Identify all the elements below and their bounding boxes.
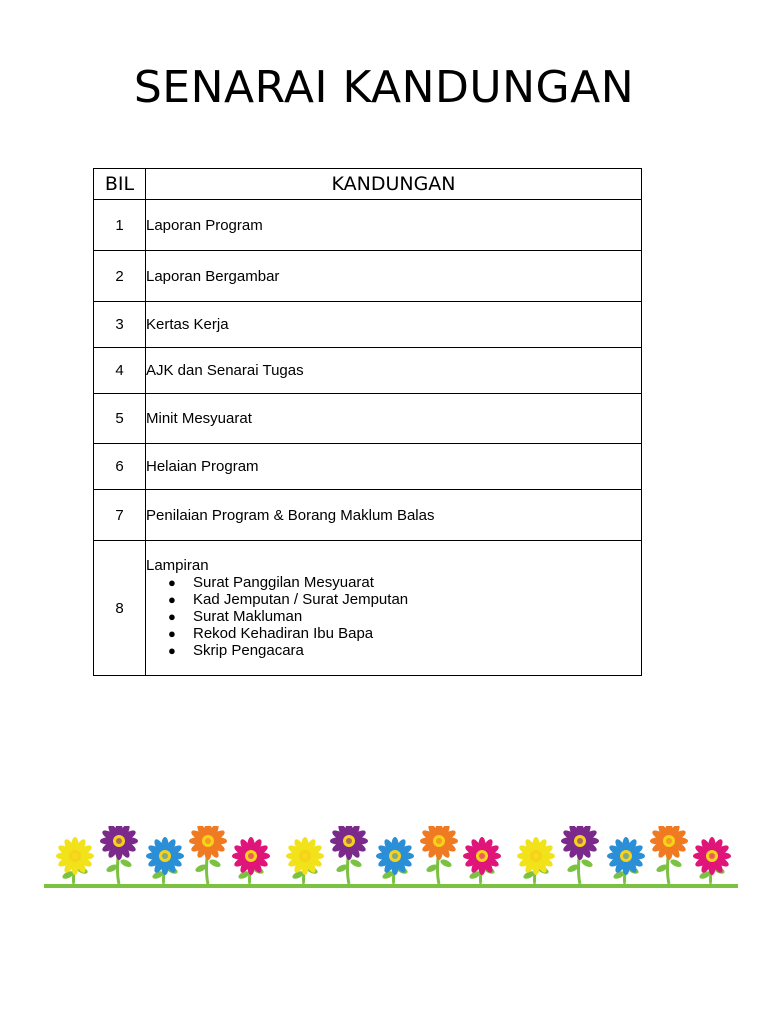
contents-table bbox=[93, 168, 642, 676]
flower-border-decoration bbox=[44, 826, 738, 890]
row-number: 2 bbox=[94, 251, 146, 302]
flower-icon bbox=[517, 837, 555, 884]
flower-icon bbox=[56, 837, 94, 884]
row-number: 4 bbox=[94, 348, 146, 394]
row-number: 1 bbox=[94, 200, 146, 251]
list-item-label: Kad Jemputan / Surat Jemputan bbox=[193, 591, 409, 608]
table-row bbox=[94, 251, 642, 302]
grass-line bbox=[44, 884, 738, 888]
row-number: 5 bbox=[94, 394, 146, 444]
list-item bbox=[168, 642, 641, 659]
flower-icon bbox=[561, 826, 599, 884]
flower-icon bbox=[376, 837, 414, 884]
bullet-icon: ● bbox=[168, 643, 176, 658]
header-bil: BIL bbox=[94, 169, 146, 200]
table-row bbox=[94, 444, 642, 490]
flower-icon bbox=[100, 826, 138, 884]
page-title: SENARAI KANDUNGAN bbox=[133, 62, 635, 113]
flower-icon bbox=[330, 826, 368, 884]
row-content bbox=[146, 541, 642, 676]
table-header-row bbox=[94, 169, 642, 200]
flower-icon bbox=[607, 837, 645, 884]
list-item bbox=[168, 574, 641, 591]
row-content: Minit Mesyuarat bbox=[146, 394, 642, 444]
row-number: 3 bbox=[94, 302, 146, 348]
table-row bbox=[94, 541, 642, 676]
bullet-icon: ● bbox=[168, 592, 176, 607]
list-item bbox=[168, 608, 641, 625]
list-item bbox=[168, 591, 641, 608]
flower-icon bbox=[146, 837, 184, 884]
lampiran-list bbox=[146, 574, 641, 659]
table-row bbox=[94, 302, 642, 348]
table-row bbox=[94, 348, 642, 394]
table-row bbox=[94, 490, 642, 541]
flower-icon bbox=[420, 826, 458, 884]
flower-icon bbox=[693, 837, 731, 884]
bullet-icon: ● bbox=[168, 626, 176, 641]
list-item-label: Surat Makluman bbox=[193, 608, 303, 625]
bullet-icon: ● bbox=[168, 575, 176, 590]
table-row bbox=[94, 200, 642, 251]
flower-icon bbox=[463, 837, 501, 884]
flower-icon bbox=[232, 837, 270, 884]
bullet-icon: ● bbox=[168, 609, 176, 624]
list-item-label: Surat Panggilan Mesyuarat bbox=[193, 574, 374, 591]
list-item-label: Skrip Pengacara bbox=[193, 642, 304, 659]
row-number: 7 bbox=[94, 490, 146, 541]
row-content: Kertas Kerja bbox=[146, 302, 642, 348]
row-content: AJK dan Senarai Tugas bbox=[146, 348, 642, 394]
flower-icon bbox=[650, 826, 688, 884]
row-content: Laporan Bergambar bbox=[146, 251, 642, 302]
flower-icon bbox=[189, 826, 227, 884]
row-content: Laporan Program bbox=[146, 200, 642, 251]
lampiran-label: Lampiran bbox=[146, 557, 209, 574]
list-item-label: Rekod Kehadiran Ibu Bapa bbox=[193, 625, 374, 642]
table-row bbox=[94, 394, 642, 444]
row-content: Penilaian Program & Borang Maklum Balas bbox=[146, 490, 642, 541]
row-number: 6 bbox=[94, 444, 146, 490]
flower-icon bbox=[286, 837, 324, 884]
header-kandungan: KANDUNGAN bbox=[146, 169, 642, 200]
row-content: Helaian Program bbox=[146, 444, 642, 490]
list-item bbox=[168, 625, 641, 642]
row-number: 8 bbox=[94, 541, 146, 676]
